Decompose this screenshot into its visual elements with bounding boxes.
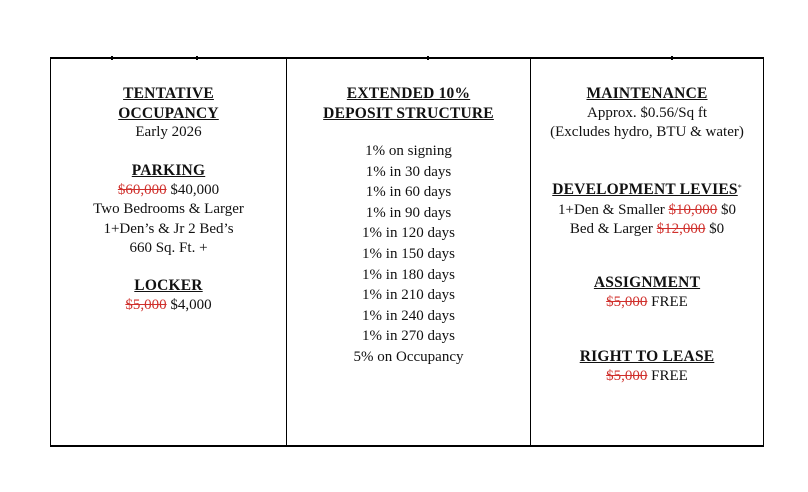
- column-fees: [531, 59, 763, 445]
- assignment-heading: ASSIGNMENT: [593, 274, 701, 291]
- levies-heading-row: [531, 180, 763, 201]
- occupancy-value: Early 2026: [135, 124, 202, 140]
- top-tick-mark: [427, 56, 429, 60]
- levies-heading: DEVELOPMENT LEVIES: [552, 181, 738, 198]
- parking-old-price: $60,000: [117, 181, 167, 198]
- parking-section: [51, 161, 286, 259]
- locker-price: [51, 296, 286, 316]
- deposit-item: 1% in 30 days: [365, 163, 452, 180]
- parking-line: 1+Den’s & Jr 2 Bed’s: [103, 220, 234, 237]
- deposit-item: 1% in 180 days: [362, 266, 455, 283]
- levies-row2-label: Bed & Larger: [569, 221, 653, 237]
- lease-section: [531, 347, 763, 386]
- levies-row2-old: $12,000: [656, 221, 706, 237]
- maintenance-line: (Excludes hydro, BTU & water): [550, 124, 744, 140]
- assignment-section: [531, 273, 763, 312]
- locker-heading: LOCKER: [134, 277, 203, 294]
- parking-line: Two Bedrooms & Larger: [93, 201, 244, 217]
- levies-row: [531, 201, 763, 221]
- deposit-item: 1% in 120 days: [362, 225, 455, 242]
- locker-old-price: $5,000: [125, 296, 167, 313]
- column-occupancy-parking-locker: [51, 59, 287, 445]
- deposit-item: 1% in 270 days: [362, 328, 455, 345]
- parking-heading: PARKING: [131, 162, 206, 179]
- deposit-item: 1% in 90 days: [365, 204, 452, 221]
- levies-row1-label: 1+Den & Smaller: [557, 201, 665, 218]
- levies-asterisk: *: [737, 183, 742, 192]
- lease-heading: RIGHT TO LEASE: [579, 348, 715, 365]
- occupancy-heading-line1: TENTATIVE: [123, 85, 214, 102]
- deposit-schedule: [287, 141, 530, 368]
- parking-price: [51, 181, 286, 201]
- maintenance-line: Approx. $0.56/Sq ft: [587, 104, 707, 121]
- deposit-heading-line2: DEPOSIT STRUCTURE: [323, 104, 494, 122]
- column-deposit-structure: [287, 59, 531, 445]
- lease-old-price: $5,000: [606, 367, 648, 384]
- maintenance-section: [531, 84, 763, 143]
- assignment-new-price: FREE: [651, 293, 688, 310]
- top-tick-mark: [111, 56, 113, 60]
- top-tick-mark: [671, 56, 673, 60]
- levies-row2-new: $0: [709, 221, 725, 237]
- levies-section: [531, 180, 763, 240]
- incentives-table: [50, 57, 764, 447]
- lease-price: [531, 367, 763, 387]
- levies-row1-old: $10,000: [668, 201, 718, 218]
- deposit-item: 1% in 210 days: [362, 287, 455, 304]
- deposit-item: 1% on signing: [365, 143, 452, 159]
- deposit-item: 1% in 60 days: [365, 184, 452, 201]
- deposit-heading-line1: EXTENDED 10%: [346, 85, 471, 102]
- levies-row: [531, 220, 763, 240]
- parking-new-price: $40,000: [170, 181, 220, 198]
- occupancy-section: [51, 84, 286, 143]
- assignment-price: [531, 293, 763, 313]
- lease-new-price: FREE: [651, 367, 688, 384]
- deposit-item: 1% in 150 days: [362, 245, 455, 262]
- assignment-old-price: $5,000: [606, 293, 648, 310]
- top-tick-mark: [196, 56, 198, 60]
- occupancy-heading-line2: OCCUPANCY: [118, 104, 219, 122]
- locker-new-price: $4,000: [170, 296, 212, 313]
- parking-line: 660 Sq. Ft. +: [129, 240, 208, 256]
- deposit-heading: [287, 84, 530, 123]
- locker-section: [51, 276, 286, 315]
- deposit-item: 5% on Occupancy: [353, 348, 464, 365]
- levies-row1-new: $0: [721, 201, 737, 218]
- deposit-item: 1% in 240 days: [362, 307, 455, 324]
- maintenance-heading: MAINTENANCE: [586, 85, 708, 102]
